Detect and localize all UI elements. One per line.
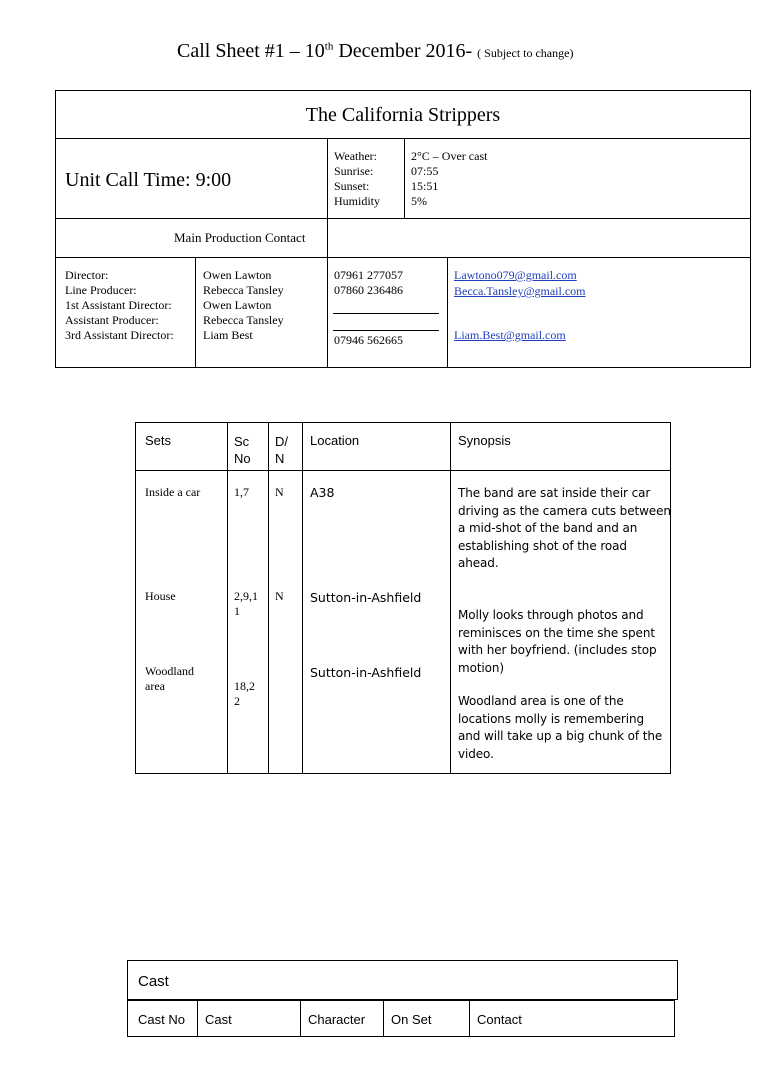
row1-synopsis-line: The band are sat inside their car xyxy=(458,486,651,500)
row1-synopsis-line: a mid-shot of the band and an xyxy=(458,521,638,535)
cast-heading: Cast xyxy=(138,973,169,990)
row2-set: House xyxy=(145,589,176,603)
email-3rd-ad-link[interactable]: Liam.Best@gmail.com xyxy=(454,328,566,342)
row3-set xyxy=(145,664,194,694)
col-sets-header: Sets xyxy=(145,433,172,448)
row3-set-line2: area xyxy=(145,679,165,693)
conditions-labels xyxy=(334,149,380,209)
contact-roles xyxy=(65,268,174,343)
humidity-value: 5% xyxy=(411,194,427,208)
cast-col-character: Character xyxy=(308,1012,366,1027)
sunrise-label: Sunrise: xyxy=(334,164,374,178)
row2-synopsis-line: with her boyfriend. (includes stop xyxy=(458,643,657,657)
row2-synopsis-line: reminisces on the time she spent xyxy=(458,625,655,640)
title-prefix: Call Sheet #1 – 10 xyxy=(177,40,325,62)
row2-day-night: N xyxy=(275,589,284,603)
title-superscript: th xyxy=(324,40,334,53)
name-1st-ad: Owen Lawton xyxy=(203,298,272,312)
email-line-producer-link[interactable]: Becca.Tansley@gmail.com xyxy=(454,284,586,298)
contact-names xyxy=(203,268,284,343)
unit-call-time: Unit Call Time: 9:00 xyxy=(65,169,232,191)
role-director: Director: xyxy=(65,268,109,282)
conditions-values xyxy=(411,149,487,209)
role-3rd-ad: 3rd Assistant Director: xyxy=(65,328,174,342)
row3-scene-line2: 2 xyxy=(234,694,240,708)
role-1st-ad: 1st Assistant Director: xyxy=(65,298,172,312)
cast-col-contact: Contact xyxy=(477,1012,522,1027)
row2-scene-line1: 2,9,1 xyxy=(234,589,258,603)
title-suffix: December 2016- xyxy=(333,40,478,62)
col-scene-header-line2: No xyxy=(234,451,251,466)
name-line-producer: Rebecca Tansley xyxy=(203,283,284,297)
row2-synopsis-line: Molly looks through photos and xyxy=(458,608,644,622)
row3-synopsis xyxy=(458,693,662,763)
col-synopsis-header: Synopsis xyxy=(458,433,511,448)
row1-synopsis-line: ahead. xyxy=(458,556,499,570)
row3-scene xyxy=(234,679,255,709)
row1-set: Inside a car xyxy=(145,485,201,499)
cast-col-on-set: On Set xyxy=(391,1012,432,1027)
row2-synopsis-line: motion) xyxy=(458,660,504,675)
row1-synopsis-line: establishing shot of the road xyxy=(458,538,627,553)
sunrise-value: 07:55 xyxy=(411,164,439,178)
row3-synopsis-line: locations molly is remembering xyxy=(458,711,645,726)
row1-day-night: N xyxy=(275,485,284,499)
col-scene-header xyxy=(234,433,251,467)
role-assistant-producer: Assistant Producer: xyxy=(65,313,159,327)
phone-line-producer: 07860 236486 xyxy=(334,283,403,297)
row3-synopsis-line: Woodland area is one of the xyxy=(458,694,624,708)
sunset-label: Sunset: xyxy=(334,179,370,193)
row1-location: A38 xyxy=(310,485,335,500)
production-name: The California Strippers xyxy=(305,104,501,126)
email-director-link[interactable]: Lawtono079@gmail.com xyxy=(454,268,577,282)
role-line-producer: Line Producer: xyxy=(65,283,137,297)
row1-scene: 1,7 xyxy=(234,485,249,499)
row2-scene xyxy=(234,589,258,619)
col-day-night-header-line2: N xyxy=(275,451,285,466)
title-note: ( Subject to change) xyxy=(477,46,574,60)
cast-col-cast: Cast xyxy=(205,1012,232,1027)
row3-scene-line1: 18,2 xyxy=(234,679,255,693)
name-director: Owen Lawton xyxy=(203,268,272,282)
col-day-night-header xyxy=(275,433,288,467)
col-scene-header-line1: Sc xyxy=(234,434,250,449)
row3-synopsis-line: and will take up a big chunk of the xyxy=(458,729,663,743)
row3-location: Sutton-in-Ashfield xyxy=(310,665,422,680)
row2-location: Sutton-in-Ashfield xyxy=(310,590,422,605)
name-assistant-producer: Rebecca Tansley xyxy=(203,313,284,327)
col-day-night-header-line1: D/ xyxy=(275,434,288,449)
row3-synopsis-line: video. xyxy=(458,746,494,761)
row2-scene-line2: 1 xyxy=(234,604,240,618)
row3-set-line1: Woodland xyxy=(145,664,195,678)
row2-synopsis xyxy=(458,607,657,677)
weather-label: Weather: xyxy=(334,149,378,163)
weather-value: 2°C – Over cast xyxy=(411,149,488,163)
contact-heading: Main Production Contact xyxy=(174,230,306,245)
row1-synopsis-line: driving as the camera cuts between xyxy=(458,503,671,518)
phone-3rd-ad: 07946 562665 xyxy=(334,333,403,347)
sunset-value: 15:51 xyxy=(411,179,439,193)
humidity-label: Humidity xyxy=(334,194,381,208)
row1-synopsis xyxy=(458,485,671,573)
cast-col-cast-no: Cast No xyxy=(138,1012,185,1027)
name-3rd-ad: Liam Best xyxy=(203,328,253,342)
page-title xyxy=(177,40,573,63)
phone-director: 07961 277057 xyxy=(334,268,403,282)
col-location-header: Location xyxy=(310,433,360,448)
